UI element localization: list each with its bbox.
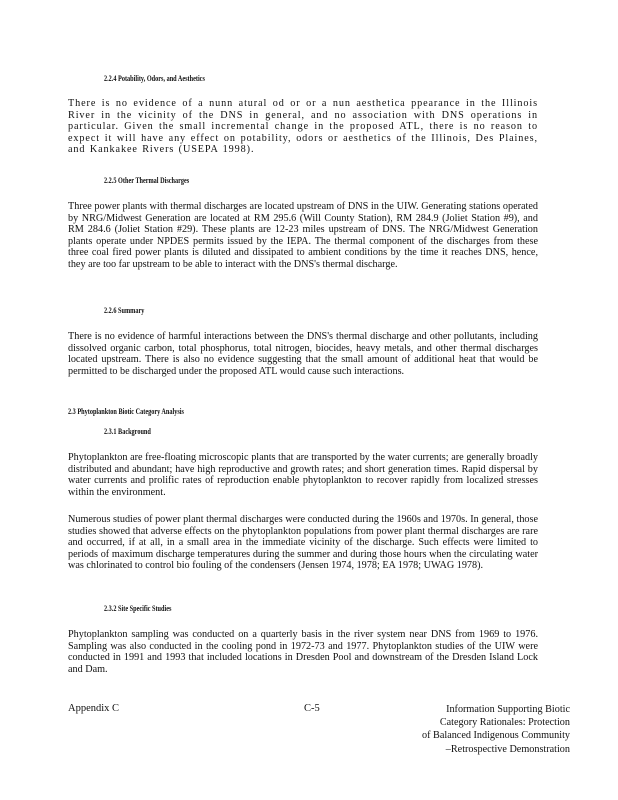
- section-heading: 2.3.1 Background: [104, 427, 151, 436]
- footer-title-line: Category Rationales: Protection: [439, 717, 570, 729]
- footer-appendix-label: Appendix C: [68, 703, 120, 714]
- paragraph: There is no evidence of harmful interactions between the DNS's thermal discharge and other pollutants, including dissolved organic carbon, total phosphorus, total nitrogen, biocides, heavy metals, and other thermal discharges located upstream. There is also no evidence suggesting that the small amount of additional heat that would be permitted to be discharged under the proposed ATL would cause such interactions.: [68, 331, 538, 377]
- paragraph: Phytoplankton sampling was conducted on a quarterly basis in the river system near DNS from 1969 to 1976. Sampling was also conducted in the cooling pond in 1972-73 and 1977. Phytoplankton studies of the UIW were conducted in 1991 and 1993 that included locations in Dresden Pool and downstream of the Dresden Island Lock and Dam.: [68, 629, 538, 675]
- paragraph: There is no evidence of a nunn atural od or or a nun aesthetica ppearance in the Illinois River in the vicinity of the DNS in general, and no association with DNS operations in particular. Given the small incremental change in the proposed ATL, there is no reason to expect it will have any effect on potability, odors or aesthetics of the Illinois, Des Plaines, and Kankakee Rivers (USEPA 1998).: [68, 98, 538, 156]
- paragraph: Numerous studies of power plant thermal discharges were conducted during the 1960s and 1970s. In general, those studies showed that adverse effects on the phytoplankton populations from power plant thermal discharges are rare and occurred, if at all, in a small area in the immediate vicinity of the discharge. Such effects were limited to periods of maximum discharge temperatures during the summer and during those hours when the circulating water was chlorinated to control bio fouling of the condensers (Jensen 1974, 1978; EA 1978; UWAG 1978).: [68, 514, 538, 572]
- section-heading: 2.3.2 Site Specific Studies: [104, 604, 172, 613]
- section-heading: 2.2.5 Other Thermal Discharges: [104, 176, 190, 185]
- paragraph: Phytoplankton are free-floating microscopic plants that are transported by the water currents; are generally broadly distributed and abundant; have high reproductive and growth rates; and short generation times. Rapid dispersal by water currents and prolific rates of reproduction enable phytoplankton to recover rapidly from localized stresses within the environment.: [68, 452, 538, 498]
- footer-title-line: –Retrospective Demonstration: [445, 743, 570, 755]
- footer-document-title: [396, 703, 570, 756]
- footer-page-number: C-5: [304, 703, 320, 714]
- paragraph: Three power plants with thermal discharges are located upstream of DNS in the UIW. Generating stations operated by NRG/Midwest Generation are located at RM 295.6 (Will County Station), RM 284.9 (Joliet Station #9), and RM 284.6 (Joliet Station #29). These plants are 12-23 miles upstream of DNS. The NRG/Midwest Generation plants operate under NPDES permits issued by the IEPA. The thermal component of the discharges from these three coal fired power plants is diluted and dissipated to ambient conditions by the time it reaches DNS, hence, they are too far upstream to be able to interact with the DNS's thermal discharge.: [68, 201, 538, 270]
- footer-title-line: of Balanced Indigenous Community: [422, 730, 570, 742]
- section-heading: 2.3 Phytoplankton Biotic Category Analysis: [68, 407, 184, 416]
- footer-title-line: Information Supporting Biotic: [446, 704, 570, 715]
- section-heading: 2.2.6 Summary: [104, 306, 145, 315]
- section-heading: 2.2.4 Potability, Odors, and Aesthetics: [104, 74, 205, 83]
